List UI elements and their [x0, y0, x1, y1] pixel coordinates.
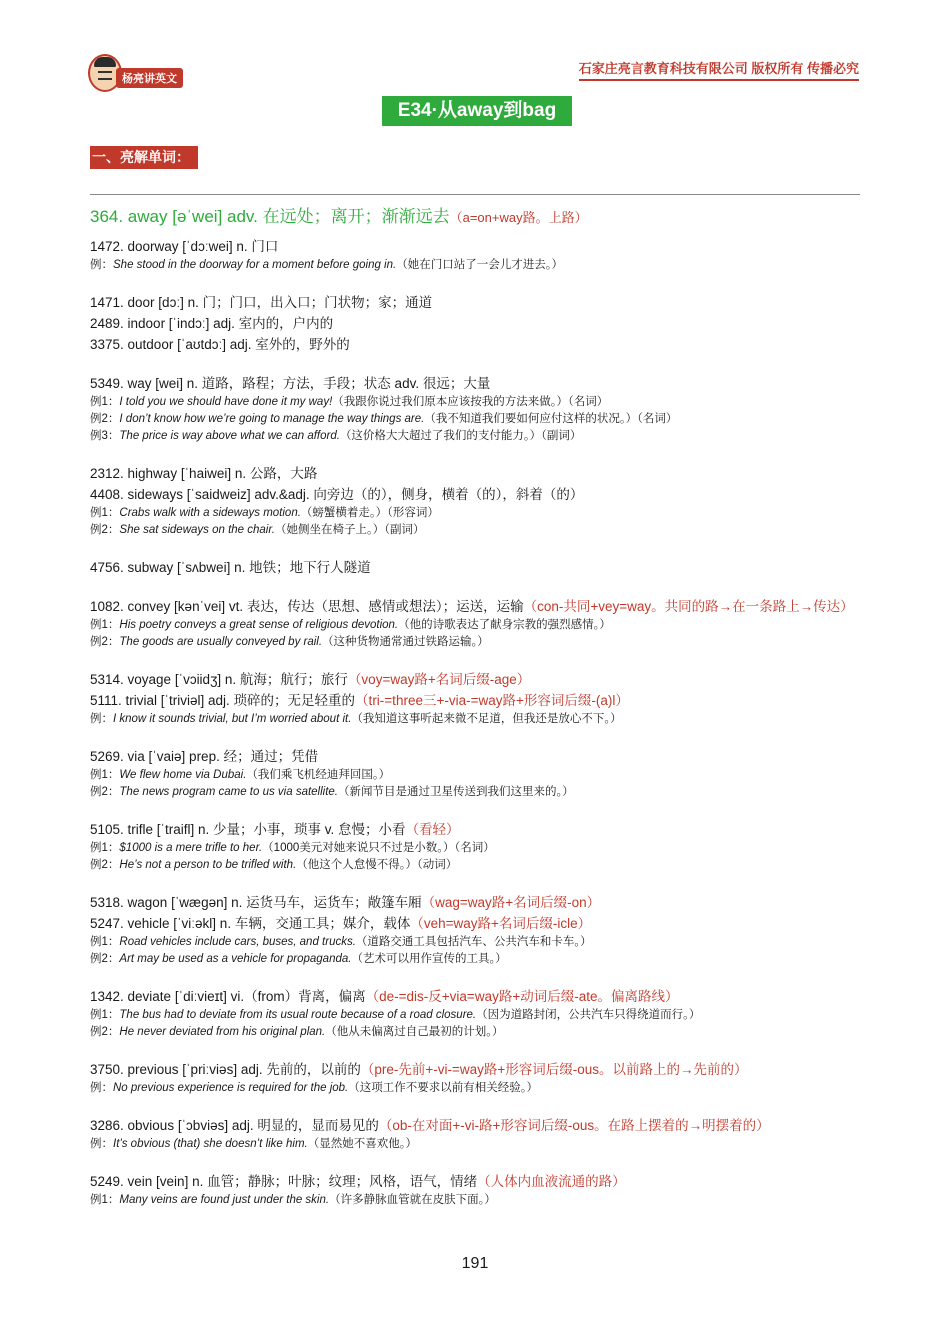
entry-group [90, 986, 860, 1059]
word-entry [90, 236, 860, 257]
etymology-note: （de-=dis-反+via=way路+动词后缀-ate。偏离路线） [365, 989, 679, 1004]
word-entry-text: 5318. wagon [ˈwæɡən] n. 运货马车，运货车；敞篷车厢 [90, 895, 422, 910]
example-label: 例1： [90, 619, 120, 631]
word-entry-text: 2489. indoor [ˈindɔː] adj. 室内的，户内的 [90, 316, 334, 331]
word-entry-text: 5349. way [wei] n. 道路，路程；方法，手段；状态 adv. 很远；大量 [90, 376, 491, 391]
lesson-title: E34·从away到bag [382, 96, 572, 126]
word-entry-text: 1342. deviate [ˈdiːvieɪt] vi.（from）背离，偏离 [90, 989, 366, 1004]
example-sentence [90, 1192, 860, 1209]
example-label: 例1： [90, 396, 120, 408]
word-entry [90, 1171, 860, 1192]
group-spacer [90, 1097, 860, 1115]
entry-group [90, 1115, 860, 1171]
word-entry-text: 1082. convey [kənˈvei] vt. 表达，传达（思想、感情或想法）；运送，运输 [90, 599, 524, 614]
example-english: Art may be used as a vehicle for propaganda. [119, 953, 352, 965]
copyright-notice: 石家庄亮言教育科技有限公司 版权所有 传播必究 [579, 58, 859, 81]
etymology-note: （人体内血液流通的路） [477, 1174, 626, 1189]
example-english: He’s not a person to be trifled with. [119, 859, 297, 871]
main-entry-text: 364. away [əˈwei] adv. 在远处；离开；渐渐远去 [90, 207, 450, 226]
entry-group [90, 292, 860, 373]
example-label: 例1： [90, 1194, 120, 1206]
example-chinese: （新闻节目是通过卫星传送到我们这里来的。） [338, 786, 574, 798]
example-label: 例： [90, 259, 113, 271]
example-sentence [90, 784, 860, 801]
example-chinese: （这种货物通常通过铁路运输。） [322, 636, 489, 648]
etymology-note: （con-共同+vey=way。共同的路→在一条路上→传达） [523, 599, 854, 614]
entry-group [90, 819, 860, 892]
example-chinese: （1000美元对她来说只不过是小数。）（名词） [262, 842, 495, 854]
example-english: The goods are usually conveyed by rail. [119, 636, 323, 648]
word-entry-text: 5314. voyage [ˈvɔiidʒ] n. 航海；航行；旅行 [90, 672, 348, 687]
etymology-note: （veh=way路+名词后缀-icle） [410, 916, 592, 931]
example-label: 例1： [90, 507, 120, 519]
word-entry-text: 3750. previous [ˈpriːviəs] adj. 先前的，以前的 [90, 1062, 361, 1077]
example-chinese: （我不知道我们要如何应付这样的状况。）（名词） [424, 413, 678, 425]
group-spacer [90, 578, 860, 596]
etymology-note: （ob-在对面+-vi-路+形容词后缀-ous。在路上摆着的→明摆着的） [378, 1118, 770, 1133]
etymology-note: （tri-=three三+-via-=way路+形容词后缀-(a)l） [355, 693, 629, 708]
word-entry [90, 669, 860, 690]
word-entry-text: 4756. subway [ˈsʌbwei] n. 地铁；地下行人隧道 [90, 560, 371, 575]
main-entry-note: （a=on+way路。上路） [449, 210, 588, 225]
example-english: $1000 is a mere trifle to her. [119, 842, 263, 854]
group-spacer [90, 445, 860, 463]
example-chinese: （他这个人怠慢不得。）（动词） [296, 859, 458, 871]
example-english: The price is way above what we can afford. [119, 430, 340, 442]
example-sentence [90, 1080, 860, 1097]
word-entry-text: 3286. obvious [ˈɔbviəs] adj. 明显的，显而易见的 [90, 1118, 379, 1133]
word-entry-text: 5247. vehicle [ˈviːəkl] n. 车辆，交通工具；媒介，载体 [90, 916, 411, 931]
group-spacer [90, 1041, 860, 1059]
word-entry [90, 373, 860, 394]
example-sentence [90, 634, 860, 651]
example-sentence [90, 428, 860, 445]
entry-group [90, 236, 860, 292]
example-chinese: （他从未偏离过自己最初的计划。） [325, 1026, 504, 1038]
word-entry [90, 484, 860, 505]
example-label: 例2： [90, 524, 120, 536]
etymology-note: （voy=way路+名词后缀-age） [347, 672, 531, 687]
example-label: 例2： [90, 859, 120, 871]
example-label: 例2： [90, 953, 120, 965]
example-label: 例1： [90, 769, 120, 781]
example-sentence [90, 711, 860, 728]
entry-group [90, 463, 860, 557]
word-entry-text: 1471. door [dɔː] n. 门；门口，出入口；门状物；家；通道 [90, 295, 433, 310]
logo-text: 杨亮讲英文 [116, 68, 183, 88]
brand-logo [88, 54, 188, 96]
word-entry [90, 892, 860, 913]
example-chinese: （我跟你说过我们原本应该按我的方法来做。）（名词） [332, 396, 609, 408]
entry-group [90, 669, 860, 746]
example-english: She sat sideways on the chair. [119, 524, 275, 536]
word-entry [90, 596, 860, 617]
example-chinese: （艺术可以用作宣传的工具。） [351, 953, 507, 965]
word-entry [90, 334, 860, 355]
example-chinese: （我知道这事听起来微不足道，但我还是放心不下。） [351, 713, 622, 725]
entry-group [90, 373, 860, 463]
entry-group [90, 1171, 860, 1209]
example-english: His poetry conveys a great sense of religious devotion. [119, 619, 399, 631]
entry-group [90, 557, 860, 596]
example-chinese: （许多静脉血管就在皮肤下面。） [329, 1194, 496, 1206]
example-sentence [90, 934, 860, 951]
word-entry-text: 2312. highway [ˈhaiwei] n. 公路，大路 [90, 466, 318, 481]
entry-group [90, 596, 860, 669]
etymology-note: （看轻） [405, 822, 460, 837]
etymology-note: （wag=way路+名词后缀-on） [421, 895, 601, 910]
group-spacer [90, 539, 860, 557]
word-entry-text: 5111. trivial [ˈtriviəl] adj. 琐碎的；无足轻重的 [90, 693, 356, 708]
example-chinese: （螃蟹横着走。）（形容词） [300, 507, 439, 519]
word-entry [90, 1115, 860, 1136]
example-chinese: （这价格大大超过了我们的支付能力。）（副词） [339, 430, 582, 442]
entry-groups [90, 236, 860, 1209]
word-entry-text: 1472. doorway [ˈdɔːwei] n. 门口 [90, 239, 279, 254]
group-spacer [90, 274, 860, 292]
example-english: No previous experience is required for the job. [113, 1082, 349, 1094]
example-english: I told you we should have done it my way! [119, 396, 333, 408]
group-spacer [90, 355, 860, 373]
group-spacer [90, 874, 860, 892]
example-english: The news program came to us via satellite. [119, 786, 339, 798]
example-label: 例1： [90, 936, 120, 948]
example-sentence [90, 505, 860, 522]
word-entry-text: 5249. vein [vein] n. 血管；静脉；叶脉；纹理；风格，语气，情绪 [90, 1174, 478, 1189]
example-label: 例2： [90, 1026, 120, 1038]
main-entry [90, 205, 860, 230]
example-chinese: （因为道路封闭，公共汽车只得绕道而行。） [476, 1009, 701, 1021]
example-label: 例2： [90, 413, 120, 425]
word-entry [90, 746, 860, 767]
example-label: 例1： [90, 842, 120, 854]
group-spacer [90, 801, 860, 819]
word-entry [90, 913, 860, 934]
word-entry [90, 463, 860, 484]
example-label: 例： [90, 713, 113, 725]
example-english: I know it sounds trivial, but I’m worried about it. [113, 713, 352, 725]
word-entry [90, 1059, 860, 1080]
example-english: We flew home via Dubai. [119, 769, 247, 781]
group-spacer [90, 1153, 860, 1171]
word-entry-text: 5105. trifle [ˈtraifl] n. 少量；小事，琐事 v. 怠慢；小看 [90, 822, 406, 837]
word-entry-text: 5269. via [ˈvaiə] prep. 经；通过；凭借 [90, 749, 319, 764]
section-label: 一、亮解单词： [90, 146, 198, 169]
example-english: The bus had to deviate from its usual route because of a road closure. [119, 1009, 477, 1021]
example-label: 例3： [90, 430, 120, 442]
example-chinese: （他的诗歌表达了献身宗教的强烈感情。） [398, 619, 611, 631]
word-entry [90, 292, 860, 313]
example-sentence [90, 522, 860, 539]
example-english: It’s obvious (that) she doesn’t like him. [113, 1138, 308, 1150]
example-english: Road vehicles include cars, buses, and trucks. [119, 936, 356, 948]
example-sentence [90, 1136, 860, 1153]
example-sentence [90, 1024, 860, 1041]
group-spacer [90, 728, 860, 746]
example-chinese: （她在门口站了一会儿才进去。） [396, 259, 563, 271]
etymology-note: （pre-先前+-vi-=way路+形容词后缀-ous。以前路上的→先前的） [360, 1062, 748, 1077]
example-sentence [90, 257, 860, 274]
example-english: She stood in the doorway for a moment before going in. [113, 259, 397, 271]
example-sentence [90, 617, 860, 634]
word-entry [90, 313, 860, 334]
vocabulary-list [90, 205, 860, 1209]
example-label: 例： [90, 1138, 113, 1150]
entry-group [90, 1059, 860, 1115]
example-chinese: （我们乘飞机经迪拜回国。） [246, 769, 391, 781]
example-sentence [90, 840, 860, 857]
example-english: I don’t know how we’re going to manage the way things are. [119, 413, 425, 425]
word-entry [90, 557, 860, 578]
example-label: 例2： [90, 636, 120, 648]
example-english: Crabs walk with a sideways motion. [119, 507, 301, 519]
example-sentence [90, 767, 860, 784]
entry-group [90, 892, 860, 986]
example-sentence [90, 857, 860, 874]
example-english: Many veins are found just under the skin. [119, 1194, 330, 1206]
group-spacer [90, 968, 860, 986]
example-english: He never deviated from his original plan. [119, 1026, 326, 1038]
word-entry-text: 4408. sideways [ˈsaidweiz] adv.&adj. 向旁边（的），侧身，横着（的），斜着（的） [90, 487, 584, 502]
example-sentence [90, 411, 860, 428]
group-spacer [90, 651, 860, 669]
example-sentence [90, 1007, 860, 1024]
word-entry [90, 819, 860, 840]
example-sentence [90, 394, 860, 411]
example-chinese: （显然她不喜欢他。） [307, 1138, 417, 1150]
example-label: 例2： [90, 786, 120, 798]
example-label: 例1： [90, 1009, 120, 1021]
word-entry [90, 986, 860, 1007]
page-number: 191 [461, 1255, 489, 1272]
example-sentence [90, 951, 860, 968]
entry-group [90, 746, 860, 819]
example-chinese: （道路交通工具包括汽车、公共汽车和卡车。） [355, 936, 592, 948]
example-label: 例： [90, 1082, 113, 1094]
word-entry [90, 690, 860, 711]
example-chinese: （她侧坐在椅子上。）（副词） [274, 524, 425, 536]
word-entry-text: 3375. outdoor [ˈaʊtdɔː] adj. 室外的，野外的 [90, 337, 350, 352]
divider [90, 194, 860, 195]
example-chinese: （这项工作不要求以前有相关经验。） [348, 1082, 538, 1094]
